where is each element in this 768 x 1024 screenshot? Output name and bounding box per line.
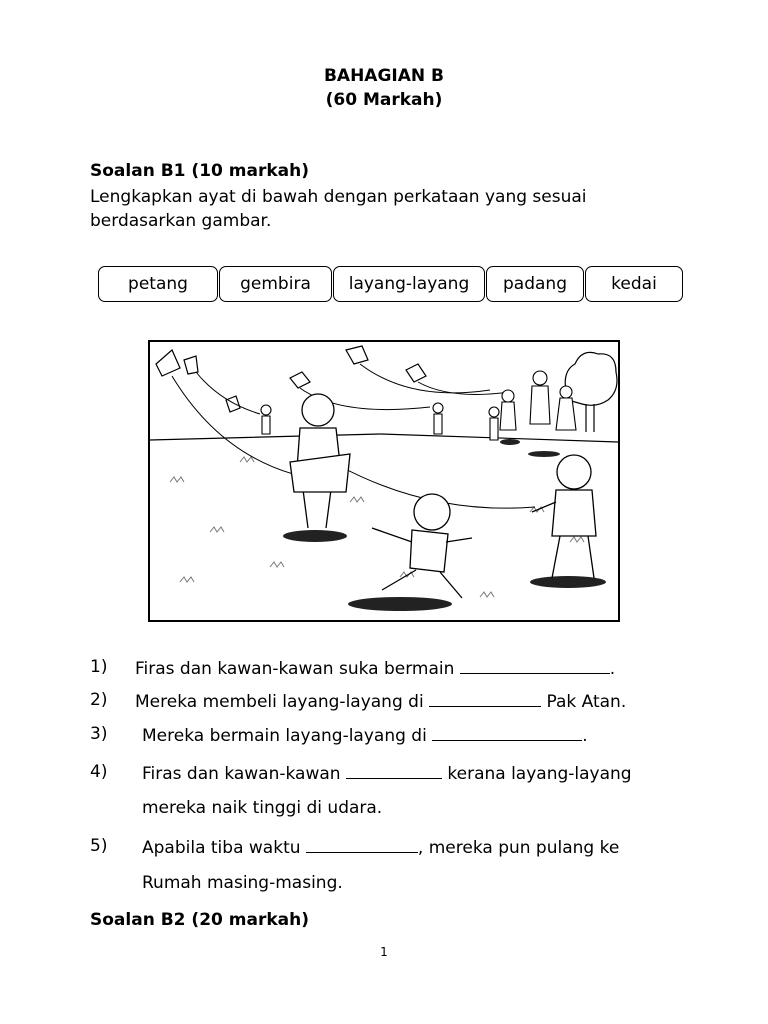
question-5 [142,836,619,858]
question-text: Apabila tiba waktu [142,838,306,858]
question-text: Mereka bermain layang-layang di [142,726,433,746]
girl-figure [290,394,350,528]
question-text: Firas dan kawan-kawan [142,764,346,784]
answer-blank[interactable] [346,762,442,779]
word-bank-item: layang-layang [333,266,485,302]
answer-blank[interactable] [429,690,541,707]
question-text: , mereka pun pulang ke [417,838,620,858]
question-text: Pak Atan. [541,692,627,712]
section-title: BAHAGIAN B [323,66,445,86]
question-text: kerana layang-layang [441,764,632,784]
boy-figure [532,455,596,578]
question-5-continuation: Rumah masing-masing. [142,873,343,893]
word-bank-item: petang [98,266,218,302]
question-b1-instruction: Lengkapkan ayat di bawah dengan perkataan yang sesuai berdasarkan gambar. [90,187,587,231]
answer-blank[interactable] [432,724,582,741]
question-b2-heading: Soalan B2 (20 markah) [90,910,309,930]
question-3 [142,724,588,746]
question-1 [135,657,615,679]
answer-blank[interactable] [306,836,418,853]
answer-blank[interactable] [460,657,610,674]
question-4-continuation: mereka naik tinggi di udara. [142,798,383,818]
question-text: . [582,726,588,746]
word-bank-item: padang [486,266,584,302]
question-2 [135,690,626,712]
question-4 [142,762,632,784]
kite-flying-illustration [148,340,620,622]
question-text: . [609,659,616,679]
question-number: 1) [90,657,108,677]
section-marks: (60 Markah) [325,90,443,110]
question-number: 5) [90,836,108,856]
question-text: Firas dan kawan-kawan suka bermain [135,659,460,679]
word-bank-item: kedai [585,266,683,302]
word-bank-item: gembira [219,266,332,302]
running-boy-figure [372,494,472,598]
page-number: 1 [380,945,388,959]
question-number: 4) [90,762,108,782]
question-text: Mereka membeli layang-layang di [135,692,430,712]
question-number: 3) [90,724,108,744]
question-number: 2) [90,690,108,710]
question-b1-heading: Soalan B1 (10 markah) [90,161,309,181]
